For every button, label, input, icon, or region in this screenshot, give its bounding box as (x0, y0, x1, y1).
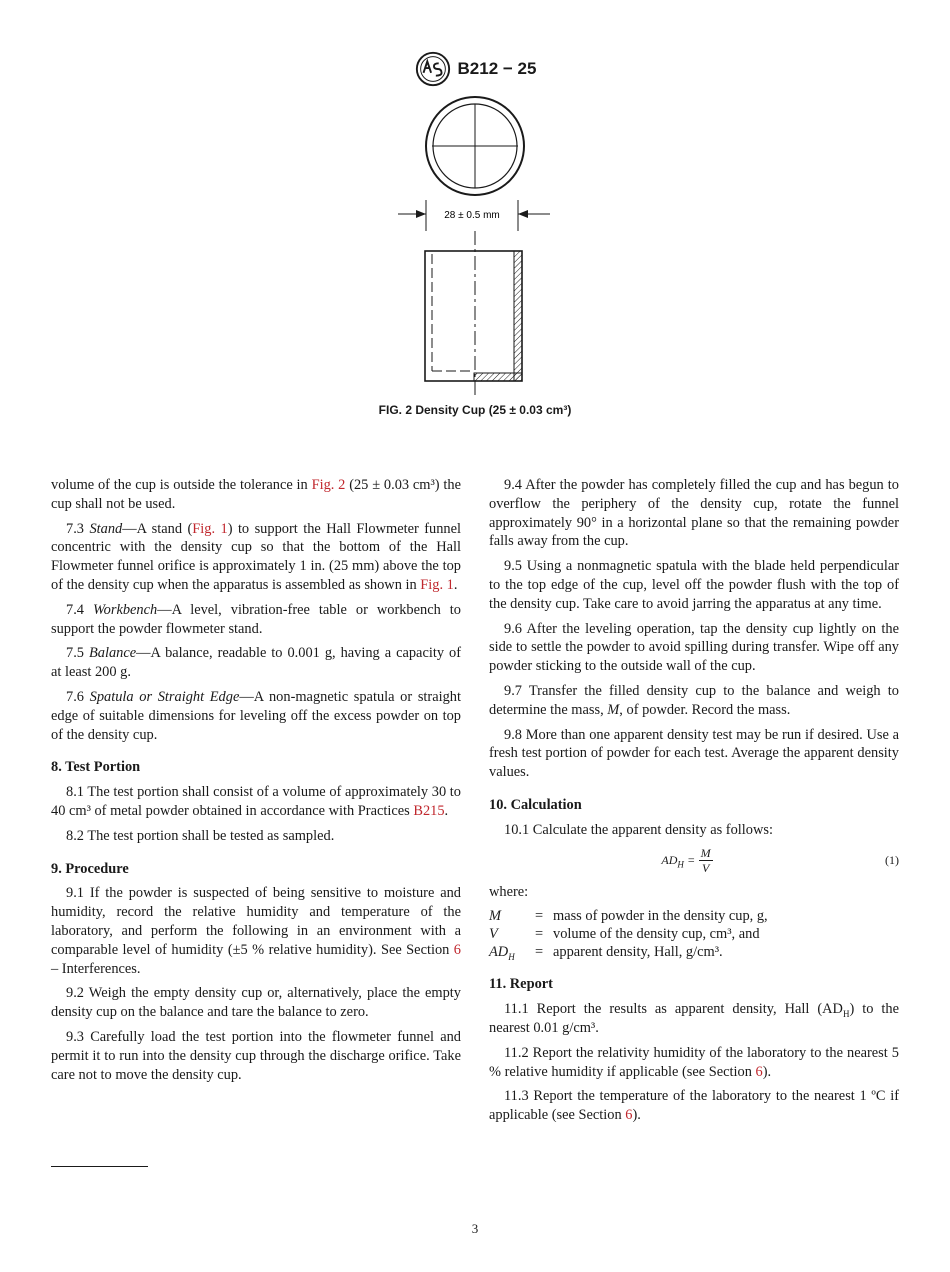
paragraph-9-7: 9.7 Transfer the filled density cup to the balance and weigh to determine the mass, M, of powder. Record the mass. (489, 682, 899, 718)
variable-definitions (489, 907, 899, 961)
top-view (426, 97, 524, 195)
paragraph-9-2: 9.2 Weigh the empty density cup or, alternatively, place the empty density cup on the balance and tare the balance to zero. (51, 985, 461, 1021)
dimension-line (398, 200, 550, 231)
eq-fraction: $\frac{M}{V}$ (700, 845, 711, 875)
page-header (0, 50, 950, 93)
eq-sign: = (687, 852, 695, 867)
paragraph-9-5: 9.5 Using a nonmagnetic spatula with the blade held perpendicular to the top edge of the cup, level off the powder flush with the top of the density cup. Take care to avoid jarring the apparatus at any time. (489, 558, 899, 612)
section-view (425, 231, 522, 396)
paragraph-8-1: 8.1 The test portion shall consist of a volume of approximately 30 to 40 cm³ of metal powder obtained in accordance with Practices B215. (51, 784, 461, 819)
section-heading-9: 9. Procedure (51, 860, 129, 877)
section-heading-8: 8. Test Portion (51, 759, 141, 776)
b215-link[interactable]: B215 (413, 802, 445, 819)
definition-row: M = mass of powder in the density cup, g, (489, 908, 768, 925)
section-6-link[interactable]: 6 (625, 1107, 633, 1124)
section-6-link[interactable]: 6 (453, 941, 461, 958)
definition-row: V = volume of the density cup, cm³, and (489, 926, 760, 943)
paragraph-8-2: 8.2 The test portion shall be tested as sampled. (66, 827, 335, 844)
equation-1 (489, 846, 899, 875)
definition-row: $AD_H$ = apparent density, Hall, g/cm³. (489, 944, 723, 963)
where-label: where: (489, 883, 529, 900)
paragraph-9-8: 9.8 More than one apparent density test may be run if desired. Use a fresh test portion of powder for each test. Average the apparent density values. (489, 726, 899, 781)
astm-logo-icon (414, 50, 452, 88)
right-column (489, 476, 899, 1131)
paragraph-9-6: 9.6 After the leveling operation, tap the density cup lightly on the side to settle the powder to avoid spilling during transfer. Wipe off any powder sticking to the outside wall of the cup. (489, 620, 899, 675)
paragraph-7-3: 7.3 Stand—A stand (Fig. 1) to support the Hall Flowmeter funnel concentric with the density cup so that the bottom of the Hall Flowmeter funnel orifice is approximately 1 in. (25 mm) above the top of the density cup when the apparatus is assembled as shown in Fig. 1. (51, 520, 461, 593)
paragraph-7-5: 7.5 Balance—A balance, readable to 0.001 g, having a capacity of at least 200 g. (51, 645, 461, 681)
eq-lhs: $AD_H$ (661, 852, 684, 870)
section-6-link[interactable]: 6 (755, 1063, 763, 1080)
fig1-link[interactable]: Fig. 1 (192, 520, 228, 537)
density-cup-figure (392, 96, 558, 406)
paragraph-11-2: 11.2 Report the relativity humidity of the laboratory to the nearest 5 % relative humidity if applicable (see Section 6). (489, 1044, 899, 1080)
figure-caption: FIG. 2 Density Cup (25 ± 0.03 cm³) (378, 403, 572, 417)
fig1-link[interactable]: Fig. 1 (420, 576, 454, 593)
document-designation: B212 − 25 (457, 59, 537, 78)
paragraph-10-1: 10.1 Calculate the apparent density as follows: (504, 821, 773, 838)
continued-paragraph: volume of the cup is outside the tolerance in Fig. 2 (25 ± 0.03 cm³) the cup shall not be used. (51, 477, 461, 512)
dimension-label: 28 ± 0.5 mm (444, 210, 500, 221)
footnote-rule (51, 1166, 148, 1167)
paragraph-9-4: 9.4 After the powder has completely filled the cup and has begun to overflow the periphery of the density cup, rotate the funnel approximately 90° in a horizontal plane so that the remaining powder falls away from the cup. (489, 477, 899, 550)
paragraph-9-3: 9.3 Carefully load the test portion into the flowmeter funnel and permit it to run into the density cup through the discharge orifice. Take care not to move the density cup. (51, 1028, 461, 1083)
paragraph-9-1: 9.1 If the powder is suspected of being sensitive to moisture and humidity, record the relative humidity and temperature of the laboratory, and perform the following in an environment with a comparable level of humidity (±5 % relative humidity). See Section 6 – Interferences. (51, 885, 461, 977)
section-heading-11: 11. Report (489, 976, 553, 993)
left-column (51, 476, 461, 1090)
paragraph-11-1: 11.1 Report the results as apparent density, Hall $(AD_H)$ to the nearest 0.01 g/cm³. (489, 1001, 899, 1036)
equation-number: (1) (885, 852, 899, 867)
section-heading-10: 10. Calculation (489, 796, 582, 813)
page-number: 3 (471, 1221, 479, 1236)
paragraph-7-6: 7.6 Spatula or Straight Edge—A non-magnetic spatula or straight edge of suitable dimensions for leveling off the excess powder on top of the density cup. (51, 688, 461, 743)
fig2-link[interactable]: Fig. 2 (311, 477, 346, 493)
paragraph-11-3: 11.3 Report the temperature of the laboratory to the nearest 1 ºC if applicable (see Section 6). (489, 1088, 899, 1124)
paragraph-7-4: 7.4 Workbench—A level, vibration-free table or workbench to support the powder flowmeter stand. (51, 601, 461, 637)
